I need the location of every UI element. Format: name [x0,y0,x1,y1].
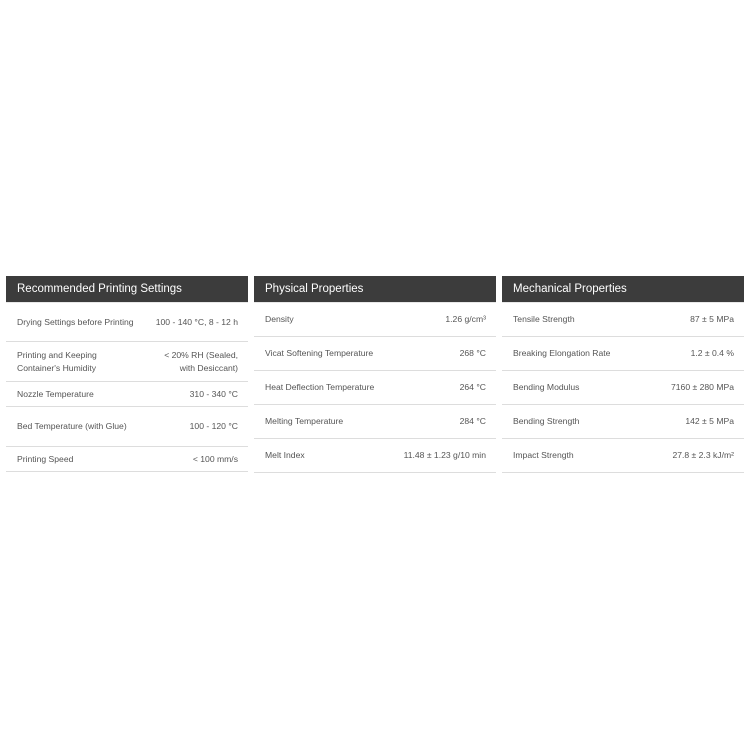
physical-properties-title: Physical Properties [254,276,496,302]
row-label: Bed Temperature (with Glue) [17,421,127,431]
table-row [254,303,496,337]
row-value: 87 ± 5 MPa [690,314,734,324]
row-value: 268 °C [459,348,486,358]
table-row [6,447,248,472]
row-value: 7160 ± 280 MPa [670,382,734,392]
row-label: Melt Index [265,450,305,460]
row-value: 284 °C [459,416,486,426]
row-label: Nozzle Temperature [17,388,94,399]
row-label: Breaking Elongation Rate [513,348,611,358]
table-row [502,371,744,405]
table-row [254,337,496,371]
row-label: Density [265,314,294,324]
mechanical-properties-title: Mechanical Properties [502,276,744,302]
table-row [502,337,744,371]
printing-settings-table [6,276,248,472]
row-value: 100 - 120 °C [189,421,238,431]
row-value: 142 ± 5 MPa [685,416,734,426]
row-label: Heat Deflection Temperature [265,382,375,392]
table-row [6,407,248,447]
table-row [6,382,248,407]
physical-properties-table [254,276,496,473]
row-value: 1.26 g/cm³ [445,314,486,324]
row-value: 100 - 140 °C, 8 - 12 h [155,316,238,327]
row-label: Bending Strength [513,416,580,426]
row-value: < 100 mm/s [192,453,238,464]
row-value: 27.8 ± 2.3 kJ/m² [672,450,734,460]
table-row [254,439,496,473]
table-row [502,405,744,439]
row-value: 11.48 ± 1.23 g/10 min [403,450,486,460]
row-label: Vicat Softening Temperature [265,348,374,358]
table-row [254,405,496,439]
row-value: 264 °C [459,382,486,392]
table-row [6,342,248,382]
row-value: < 20% RH (Sealed, with Desiccant) [164,349,238,373]
table-row [502,439,744,473]
table-row [6,303,248,342]
printing-settings-title: Recommended Printing Settings [6,276,248,302]
row-label: Tensile Strength [513,314,575,324]
row-value: 310 - 340 °C [189,388,238,399]
row-label: Drying Settings before Printing [17,316,134,327]
row-label: Printing and Keeping Container's Humidity [17,349,97,373]
row-label: Bending Modulus [513,382,580,392]
row-label: Printing Speed [17,453,74,464]
row-label: Melting Temperature [265,416,344,426]
mechanical-properties-table [502,276,744,473]
row-value: 1.2 ± 0.4 % [690,348,734,358]
table-row [502,303,744,337]
table-row [254,371,496,405]
row-label: Impact Strength [513,450,574,460]
